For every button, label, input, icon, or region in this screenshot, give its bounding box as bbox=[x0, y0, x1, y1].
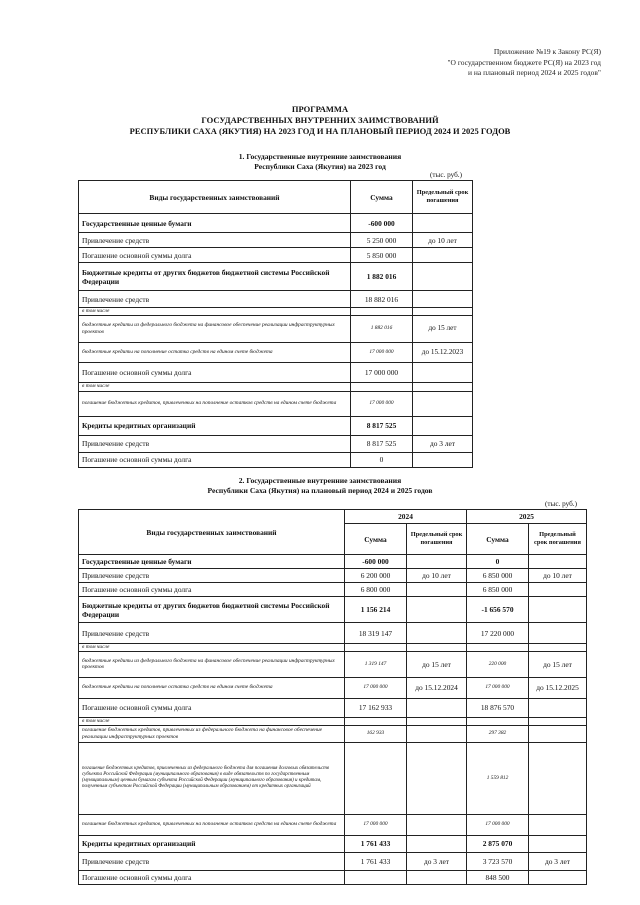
row-sum-2024: 18 319 147 bbox=[345, 623, 407, 644]
row-sum bbox=[351, 308, 413, 316]
row-term-2024 bbox=[407, 623, 467, 644]
table-row bbox=[79, 742, 587, 814]
row-term-2025: до 10 лет bbox=[529, 569, 587, 583]
row-term-2025: до 15 лет bbox=[529, 651, 587, 677]
row-name: бюджетные кредиты из федерального бюджета на финансовое обеспечение реализации инфраструктурных проектов bbox=[79, 315, 351, 342]
row-name: Погашение основной суммы долга bbox=[79, 583, 345, 597]
title-line: ПРОГРАММА bbox=[291, 104, 349, 114]
row-term-2025 bbox=[529, 725, 587, 742]
table-row bbox=[79, 233, 473, 248]
col-header-year-2025: 2025 bbox=[467, 510, 587, 524]
table-row bbox=[79, 569, 587, 583]
table-row bbox=[79, 263, 473, 291]
appendix-line: и на плановый период 2024 и 2025 годов" bbox=[468, 68, 601, 77]
row-sum-2025: 3 723 570 bbox=[467, 852, 529, 870]
document-title bbox=[0, 104, 640, 137]
table-row bbox=[79, 315, 473, 342]
row-sum-2025: 18 876 570 bbox=[467, 698, 529, 717]
section2-heading bbox=[0, 476, 640, 496]
row-sum-2024: 6 200 000 bbox=[345, 569, 407, 583]
row-term-2025 bbox=[529, 644, 587, 652]
row-term-2024 bbox=[407, 597, 467, 623]
row-term: до 15.12.2023 bbox=[413, 342, 473, 362]
table-row bbox=[79, 583, 587, 597]
col-header-sum: Сумма bbox=[467, 524, 529, 555]
table-row bbox=[79, 248, 473, 263]
section-heading-line: 2. Государственные внутренние заимствования bbox=[238, 476, 402, 485]
row-sum: 8 817 525 bbox=[351, 435, 413, 452]
section-heading-line: 1. Государственные внутренние заимствования bbox=[238, 152, 402, 161]
row-term-2024: до 15 лет bbox=[407, 651, 467, 677]
row-name: Бюджетные кредиты от других бюджетов бюджетной системы Российской Федерации bbox=[79, 263, 351, 291]
row-name: Погашение основной суммы долга bbox=[79, 362, 351, 382]
section2-table bbox=[78, 509, 587, 885]
row-term-2024 bbox=[407, 725, 467, 742]
row-name: Привлечение средств bbox=[79, 435, 351, 452]
row-term-2025 bbox=[529, 623, 587, 644]
table-row bbox=[79, 382, 473, 391]
row-term-2024 bbox=[407, 717, 467, 725]
row-term-2025 bbox=[529, 814, 587, 835]
row-sum-2025 bbox=[467, 717, 529, 725]
row-term bbox=[413, 452, 473, 467]
row-term-2025 bbox=[529, 597, 587, 623]
row-term-2024: до 3 лет bbox=[407, 852, 467, 870]
row-sum-2024 bbox=[345, 717, 407, 725]
row-term-2024 bbox=[407, 583, 467, 597]
col-header-type: Виды государственных заимствований bbox=[79, 181, 351, 214]
unit-label: (тыс. руб.) bbox=[430, 171, 462, 179]
row-name: Погашение основной суммы долга bbox=[79, 870, 345, 884]
row-sum-2025: 2 875 070 bbox=[467, 835, 529, 852]
row-name: Привлечение средств bbox=[79, 852, 345, 870]
table-row bbox=[79, 677, 587, 698]
table-row bbox=[79, 835, 587, 852]
row-term-2024 bbox=[407, 870, 467, 884]
row-term-2025 bbox=[529, 583, 587, 597]
row-sum: 17 000 000 bbox=[351, 342, 413, 362]
row-sum-2024: 162 933 bbox=[345, 725, 407, 742]
row-term bbox=[413, 263, 473, 291]
table-row bbox=[79, 597, 587, 623]
row-term-2024 bbox=[407, 835, 467, 852]
table-row bbox=[79, 852, 587, 870]
row-name: бюджетные кредиты на пополнение остатка средств на едином счете бюджета bbox=[79, 677, 345, 698]
row-name: погашение бюджетных кредитов, привлеченных из федерального бюджета для погашения долговых обязательств субъекта Российской Федерации (муниципального образования) в виде обязательств по государственным (муниципальным) ценным бумагам субъекта Российской Федерации (муниципального образования) и кредитам, полученным субъектом Российской Федерации (муниципальным образованием) от кредитных организаций bbox=[79, 742, 345, 814]
table-row bbox=[79, 725, 587, 742]
row-sum: 5 850 000 bbox=[351, 248, 413, 263]
table-header-row bbox=[79, 181, 473, 214]
section1-table bbox=[78, 180, 473, 468]
row-sum: 5 250 000 bbox=[351, 233, 413, 248]
row-name: Привлечение средств bbox=[79, 569, 345, 583]
row-sum-2024: 17 000 000 bbox=[345, 814, 407, 835]
row-sum bbox=[351, 382, 413, 391]
row-term-2025 bbox=[529, 698, 587, 717]
table-row bbox=[79, 717, 587, 725]
row-term-2024 bbox=[407, 555, 467, 569]
row-sum-2025: 848 500 bbox=[467, 870, 529, 884]
row-term-2025 bbox=[529, 717, 587, 725]
row-sum-2024: 17 162 933 bbox=[345, 698, 407, 717]
col-header-type: Виды государственных заимствований bbox=[79, 510, 345, 555]
table-row bbox=[79, 623, 587, 644]
table-row bbox=[79, 342, 473, 362]
row-term-2025: до 15.12.2025 bbox=[529, 677, 587, 698]
title-line: ГОСУДАРСТВЕННЫХ ВНУТРЕННИХ ЗАИМСТВОВАНИЙ bbox=[201, 115, 439, 125]
row-sum-2025: -1 656 570 bbox=[467, 597, 529, 623]
appendix-line: "О государственном бюджете РС(Я) на 2023 год bbox=[447, 57, 601, 67]
row-name: погашение бюджетных кредитов, привлеченных из федерального бюджета на финансовое обеспечение реализации инфраструктурных проектов bbox=[79, 725, 345, 742]
table-row bbox=[79, 291, 473, 308]
table-row bbox=[79, 555, 587, 569]
row-name: в том числе bbox=[79, 644, 345, 652]
row-sum-2024 bbox=[345, 644, 407, 652]
col-header-term: Предельный срок погашения bbox=[413, 181, 473, 214]
table-row bbox=[79, 452, 473, 467]
row-term bbox=[413, 416, 473, 435]
row-name: Бюджетные кредиты от других бюджетов бюджетной системы Российской Федерации bbox=[79, 597, 345, 623]
appendix-note bbox=[341, 47, 601, 79]
row-name: Погашение основной суммы долга bbox=[79, 452, 351, 467]
section1-heading bbox=[0, 152, 640, 172]
row-term-2024: до 15.12.2024 bbox=[407, 677, 467, 698]
table-row bbox=[79, 814, 587, 835]
col-header-term: Предельный срок погашения bbox=[529, 524, 587, 555]
row-term-2025 bbox=[529, 835, 587, 852]
row-term-2025 bbox=[529, 555, 587, 569]
row-name: погашение бюджетных кредитов, привлеченных на пополнение остатков средств на едином счете бюджета bbox=[79, 814, 345, 835]
row-sum: 8 817 525 bbox=[351, 416, 413, 435]
row-sum-2025 bbox=[467, 644, 529, 652]
row-term-2025: до 3 лет bbox=[529, 852, 587, 870]
row-term bbox=[413, 391, 473, 416]
row-name: Государственные ценные бумаги bbox=[79, 555, 345, 569]
section-heading-line: Республики Саха (Якутия) на 2023 год bbox=[254, 162, 386, 171]
row-sum: 0 bbox=[351, 452, 413, 467]
row-name: бюджетные кредиты на пополнение остатка средств на едином счете бюджета bbox=[79, 342, 351, 362]
col-header-year-2024: 2024 bbox=[345, 510, 467, 524]
row-name: Кредиты кредитных организаций bbox=[79, 416, 351, 435]
table-row bbox=[79, 214, 473, 233]
row-sum-2024: 6 800 000 bbox=[345, 583, 407, 597]
row-name: Погашение основной суммы долга bbox=[79, 248, 351, 263]
row-sum: 17 000 000 bbox=[351, 362, 413, 382]
row-sum-2025: 297 382 bbox=[467, 725, 529, 742]
row-name: Государственные ценные бумаги bbox=[79, 214, 351, 233]
table-row bbox=[79, 435, 473, 452]
row-term-2024 bbox=[407, 644, 467, 652]
row-sum-2024: 17 000 000 bbox=[345, 677, 407, 698]
row-sum-2024 bbox=[345, 742, 407, 814]
row-name: погашение бюджетных кредитов, привлеченных на пополнение остатков средств на едином счете бюджета bbox=[79, 391, 351, 416]
row-sum-2025: 17 220 000 bbox=[467, 623, 529, 644]
row-name: Привлечение средств bbox=[79, 233, 351, 248]
row-name: Погашение основной суммы долга bbox=[79, 698, 345, 717]
row-sum-2024: 1 761 433 bbox=[345, 852, 407, 870]
row-name: Привлечение средств bbox=[79, 623, 345, 644]
row-term: до 15 лет bbox=[413, 315, 473, 342]
row-sum-2025: 0 bbox=[467, 555, 529, 569]
table-row bbox=[79, 698, 587, 717]
row-term: до 3 лет bbox=[413, 435, 473, 452]
row-term bbox=[413, 362, 473, 382]
row-sum: 18 882 016 bbox=[351, 291, 413, 308]
row-name: Кредиты кредитных организаций bbox=[79, 835, 345, 852]
row-term bbox=[413, 382, 473, 391]
row-sum-2025: 220 000 bbox=[467, 651, 529, 677]
row-term: до 10 лет bbox=[413, 233, 473, 248]
row-term-2024 bbox=[407, 742, 467, 814]
row-sum-2025: 6 850 000 bbox=[467, 569, 529, 583]
col-header-sum: Сумма bbox=[345, 524, 407, 555]
table-header-row bbox=[79, 510, 587, 524]
table-row bbox=[79, 644, 587, 652]
unit-label: (тыс. руб.) bbox=[545, 500, 577, 508]
row-term-2025 bbox=[529, 742, 587, 814]
row-term-2024 bbox=[407, 814, 467, 835]
row-sum-2024: 1 319 147 bbox=[345, 651, 407, 677]
row-term bbox=[413, 308, 473, 316]
row-sum-2024: 1 761 433 bbox=[345, 835, 407, 852]
row-name: в том числе bbox=[79, 308, 351, 316]
row-term bbox=[413, 214, 473, 233]
row-term-2024 bbox=[407, 698, 467, 717]
row-sum-2025: 17 000 000 bbox=[467, 677, 529, 698]
row-term bbox=[413, 291, 473, 308]
title-line: РЕСПУБЛИКИ САХА (ЯКУТИЯ) НА 2023 ГОД И НА ПЛАНОВЫЙ ПЕРИОД 2024 И 2025 ГОДОВ bbox=[129, 126, 511, 136]
col-header-sum: Сумма bbox=[351, 181, 413, 214]
col-header-term: Предельный срок погашения bbox=[407, 524, 467, 555]
row-term-2025 bbox=[529, 870, 587, 884]
row-sum-2025: 6 850 000 bbox=[467, 583, 529, 597]
table-row bbox=[79, 362, 473, 382]
row-name: в том числе bbox=[79, 717, 345, 725]
row-sum-2025: 1 559 812 bbox=[467, 742, 529, 814]
row-sum-2025: 17 000 000 bbox=[467, 814, 529, 835]
row-sum-2024: 1 156 214 bbox=[345, 597, 407, 623]
row-sum-2024 bbox=[345, 870, 407, 884]
row-name: бюджетные кредиты из федерального бюджета на финансовое обеспечение реализации инфраструктурных проектов bbox=[79, 651, 345, 677]
table-row bbox=[79, 308, 473, 316]
appendix-line: Приложение №19 к Закону РС(Я) bbox=[493, 47, 601, 56]
row-term bbox=[413, 248, 473, 263]
section-heading-line: Республики Саха (Якутия) на плановый период 2024 и 2025 годов bbox=[207, 486, 433, 495]
row-sum: 17 000 000 bbox=[351, 391, 413, 416]
row-sum: 1 882 016 bbox=[351, 263, 413, 291]
row-sum: -600 000 bbox=[351, 214, 413, 233]
table-row bbox=[79, 870, 587, 884]
row-sum-2024: -600 000 bbox=[345, 555, 407, 569]
row-name: Привлечение средств bbox=[79, 291, 351, 308]
row-sum: 1 882 016 bbox=[351, 315, 413, 342]
table-row bbox=[79, 651, 587, 677]
row-name: в том числе bbox=[79, 382, 351, 391]
table-row bbox=[79, 391, 473, 416]
table-row bbox=[79, 416, 473, 435]
row-term-2024: до 10 лет bbox=[407, 569, 467, 583]
